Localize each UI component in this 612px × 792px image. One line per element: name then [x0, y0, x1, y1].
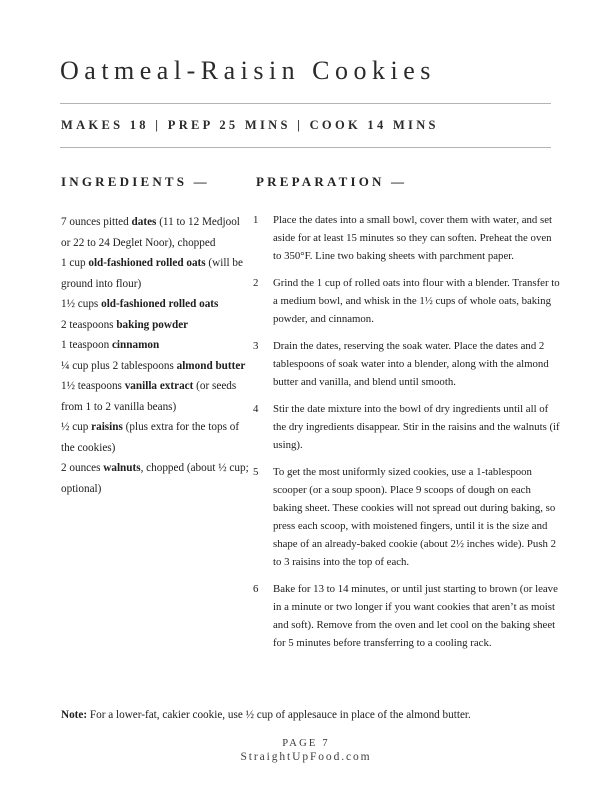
ingredient-text: 1½ cups [61, 298, 102, 310]
ingredient-name: old-fashioned rolled oats [88, 257, 206, 269]
ingredient-text: 7 ounces pitted [61, 216, 132, 228]
ingredient-item [61, 212, 249, 253]
ingredient-name: almond butter [176, 359, 246, 372]
step-number: 2 [253, 277, 259, 289]
step-text: Bake for 13 to 14 minutes, or until just starting to brown (or leave in a minute or two longer if you want cookies that aren’t as moist and soft). Remove from the oven and let cool on the baking sheet for 5 minutes before transferring to a cooling rack. [273, 583, 558, 649]
divider-top [60, 103, 551, 104]
note-text: For a lower-fat, cakier cookie, use ½ cup of applesauce in place of the almond butter. [87, 709, 471, 721]
ingredient-item [61, 335, 249, 356]
step-number: 6 [253, 583, 259, 595]
ingredient-text: (11 to 12 Medjool or 22 to 24 Deglet Noor), chopped [61, 216, 240, 249]
ingredient-name: old-fashioned rolled oats [101, 298, 219, 310]
note-label: Note: [61, 709, 88, 721]
ingredient-text: 1 cup [61, 257, 89, 269]
ingredient-text: 2 ounces [61, 462, 104, 474]
preparation-steps [253, 211, 561, 661]
ingredient-text: 1½ teaspoons [61, 380, 125, 392]
divider-bottom [60, 147, 551, 148]
step-number: 3 [253, 340, 259, 352]
preparation-step [253, 463, 561, 571]
ingredient-text: ½ cup [61, 421, 92, 433]
step-text: Grind the 1 cup of rolled oats into flour with a blender. Transfer to a medium bowl, and whisk in the 1½ cups of whole oats, baking powder, and cinnamon. [273, 277, 560, 325]
ingredient-name: cinnamon [111, 339, 160, 351]
preparation-heading: PREPARATION — [256, 174, 408, 189]
ingredients-heading: INGREDIENTS — [61, 174, 210, 189]
ingredient-name: walnuts [103, 462, 141, 474]
ingredients-list [61, 212, 249, 499]
ingredient-text: 2 teaspoons [61, 318, 117, 331]
step-text: Drain the dates, reserving the soak water. Place the dates and 2 tablespoons of soak water into a blender, along with the almond butter and vanilla, and blend until smooth. [273, 340, 549, 388]
ingredient-item [61, 356, 249, 377]
ingredient-text: (plus extra for the tops of the cookies) [61, 421, 240, 454]
ingredient-item [61, 294, 249, 315]
step-text: Place the dates into a small bowl, cover them with water, and set aside for at least 15 minutes so they can soften. Preheat the oven to 350°F. Line two baking sheets with parchment paper. [273, 214, 553, 262]
ingredient-text: (or seeds from 1 to 2 vanilla beans) [61, 380, 237, 413]
step-number: 1 [253, 214, 259, 226]
preparation-step [253, 337, 561, 391]
recipe-note [61, 707, 553, 723]
ingredient-text: ¼ cup plus 2 tablespoons [61, 359, 177, 372]
step-text: Stir the date mixture into the bowl of dry ingredients until all of the dry ingredients disappear. Stir in the raisins and the walnuts (if using). [273, 403, 560, 451]
page-footer [0, 738, 612, 763]
ingredient-text: (will be ground into flour) [61, 257, 243, 290]
preparation-step [253, 274, 561, 328]
ingredient-item [61, 417, 249, 458]
site-link[interactable]: StraightUpFood.com [240, 751, 372, 763]
step-number: 5 [253, 466, 259, 478]
ingredient-name: vanilla extract [124, 380, 194, 392]
ingredient-text: , chopped (about ½ cup; optional) [61, 462, 249, 495]
ingredient-name: baking powder [116, 318, 189, 331]
ingredient-item [61, 253, 249, 294]
step-text: To get the most uniformly sized cookies, use a 1-tablespoon scooper (or a soup spoon). Place 9 scoops of dough on each baking sheet. These cookies will not spread out during baking, so press each scoop, with moistened fingers, until it is the size and shape of an already-baked cookie (about 2½ inches wide). Push 2 to 3 raisins into the top of each. [273, 466, 557, 568]
recipe-meta: MAKES 18 | PREP 25 MINS | COOK 14 MINS [61, 118, 439, 132]
step-number: 4 [253, 403, 259, 415]
ingredient-name: raisins [91, 421, 123, 433]
ingredient-item [61, 376, 249, 417]
ingredient-item [61, 458, 249, 499]
preparation-step [253, 400, 561, 454]
preparation-step [253, 211, 561, 265]
ingredient-item [61, 315, 249, 336]
page-number: PAGE 7 [282, 738, 330, 749]
page-title: Oatmeal-Raisin Cookies [60, 56, 436, 85]
ingredient-text: 1 teaspoon [61, 339, 112, 351]
ingredient-name: dates [131, 216, 157, 228]
preparation-step [253, 580, 561, 652]
